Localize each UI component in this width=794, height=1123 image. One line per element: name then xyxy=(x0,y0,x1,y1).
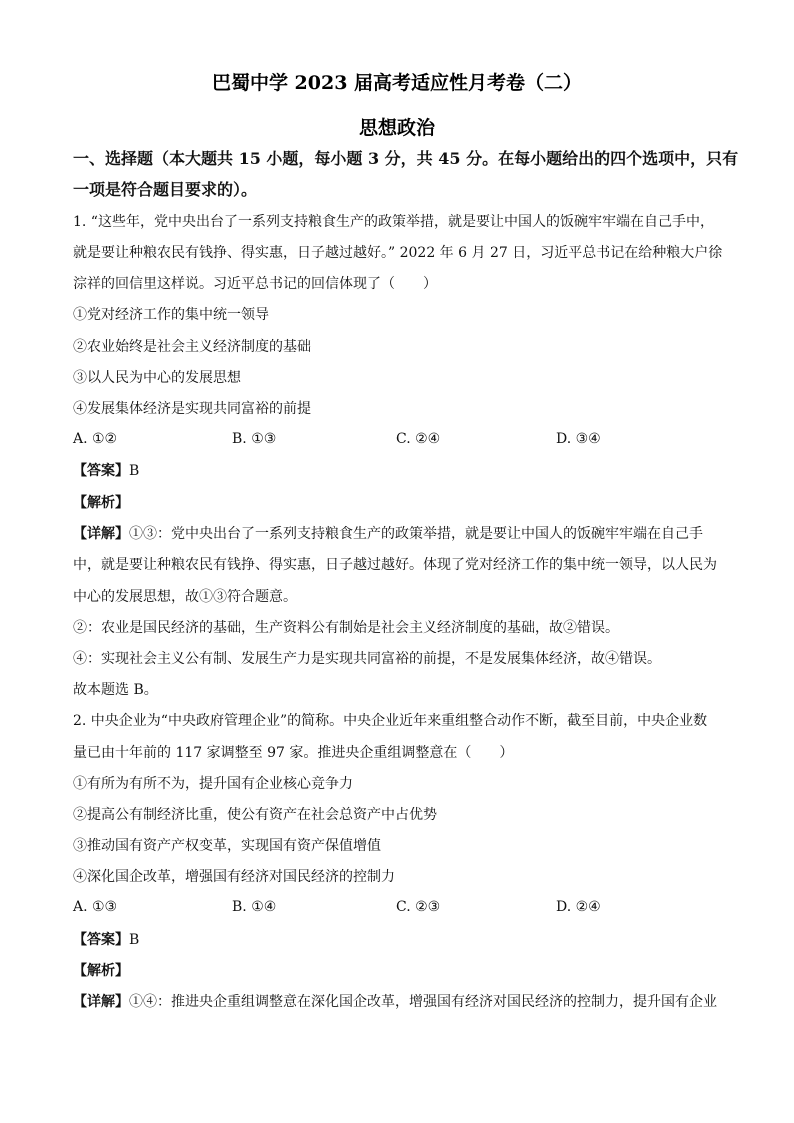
q1-detail-line-3: 中心的发展思想，故①③符合题意。 xyxy=(73,589,297,605)
q1-detail-line-4: ②：农业是国民经济的基础，生产资料公有制始是社会主义经济制度的基础，故②错误。 xyxy=(73,620,619,636)
q1-option-c: C. ②④ xyxy=(396,431,441,447)
q1-answer-value: B xyxy=(129,463,140,479)
q1-option-d: D. ③④ xyxy=(556,431,601,447)
q2-item-2: ②提高公有制经济比重，使公有资产在社会总资产中占优势 xyxy=(73,807,437,823)
q1-detail-text-1: ①③：党中央出台了一系列支持粮食生产的政策举措，就是要让中国人的饭碗牢牢端在自己手 xyxy=(129,526,703,542)
q2-item-4: ④深化国企改革，增强国有经济对国民经济的控制力 xyxy=(73,869,395,885)
q2-option-d: D. ②④ xyxy=(556,899,601,915)
q1-answer-label: 【答案】 xyxy=(73,463,129,479)
q1-analysis-label-text: 【解析】 xyxy=(73,495,129,511)
q1-detail-line-6: 故本题选 B。 xyxy=(73,682,158,698)
q2-item-3: ③推动国有资产产权变革，实现国有资产保值增值 xyxy=(73,838,381,854)
q1-analysis-label xyxy=(73,494,723,512)
q2-option-b: B. ①④ xyxy=(232,899,277,915)
q1-detail-label: 【详解】 xyxy=(73,526,129,542)
q2-analysis-label-text: 【解析】 xyxy=(73,963,129,979)
q1-item-2: ②农业始终是社会主义经济制度的基础 xyxy=(73,339,311,355)
q1-option-a: A. ①② xyxy=(73,431,118,447)
q1-answer xyxy=(73,462,723,480)
section-heading-line-1: 一、选择题（本大题共 15 小题，每小题 3 分，共 45 分。在每小题给出的四个选项中，只有 xyxy=(73,149,739,168)
q2-option-a: A. ①③ xyxy=(73,899,118,915)
q2-analysis-label xyxy=(73,962,723,980)
q2-answer-value: B xyxy=(129,932,140,948)
q1-option-b: B. ①③ xyxy=(232,431,277,447)
section-heading-line-2: 一项是符合题目要求的）。 xyxy=(73,180,258,199)
q1-detail-line-5: ④：实现社会主义公有制、发展生产力是实现共同富裕的前提，不是发展集体经济，故④错误。 xyxy=(73,651,661,667)
q2-detail-text-1: ①④：推进央企重组调整意在深化国企改革，增强国有经济对国民经济的控制力，提升国有企业 xyxy=(129,994,717,1010)
q2-item-1: ①有所为有所不为，提升国有企业核心竞争力 xyxy=(73,776,353,792)
q1-detail-line-2: 中，就是要让种粮农民有钱挣、得实惠，日子越过越好。体现了党对经济工作的集中统一领导，以人民为 xyxy=(73,557,717,573)
q1-stem-line-3: 淙祥的回信里这样说。习近平总书记的回信体现了（ ） xyxy=(73,276,437,292)
exam-title: 巴蜀中学 2023 届高考适应性月考卷（二） xyxy=(211,72,583,94)
q2-answer-label: 【答案】 xyxy=(73,932,129,948)
q2-stem-line-1: 2. 中央企业为“中央政府管理企业”的简称。中央企业近年来重组整合动作不断，截至目前，中央企业数 xyxy=(73,713,708,729)
q2-stem-line-2: 量已由十年前的 117 家调整至 97 家。推进央企重组调整意在（ ） xyxy=(73,745,514,761)
q1-item-4: ④发展集体经济是实现共同富裕的前提 xyxy=(73,401,311,417)
q2-answer xyxy=(73,931,723,949)
q2-detail-line-1 xyxy=(73,993,723,1011)
q1-detail-line-1 xyxy=(73,525,723,543)
subject-title: 思想政治 xyxy=(358,117,435,139)
q1-stem-line-1: 1. “这些年，党中央出台了一系列支持粮食生产的政策举措，就是要让中国人的饭碗牢牢端在自己手中， xyxy=(73,214,714,230)
q2-option-c: C. ②③ xyxy=(396,899,441,915)
q1-item-3: ③以人民为中心的发展思想 xyxy=(73,370,241,386)
q2-detail-label: 【详解】 xyxy=(73,994,129,1010)
q1-stem-line-2: 就是要让种粮农民有钱挣、得实惠，日子越过越好。” 2022 年 6 月 27 日，习近平总书记在给种粮大户徐 xyxy=(73,245,723,261)
q1-item-1: ①党对经济工作的集中统一领导 xyxy=(73,307,269,323)
